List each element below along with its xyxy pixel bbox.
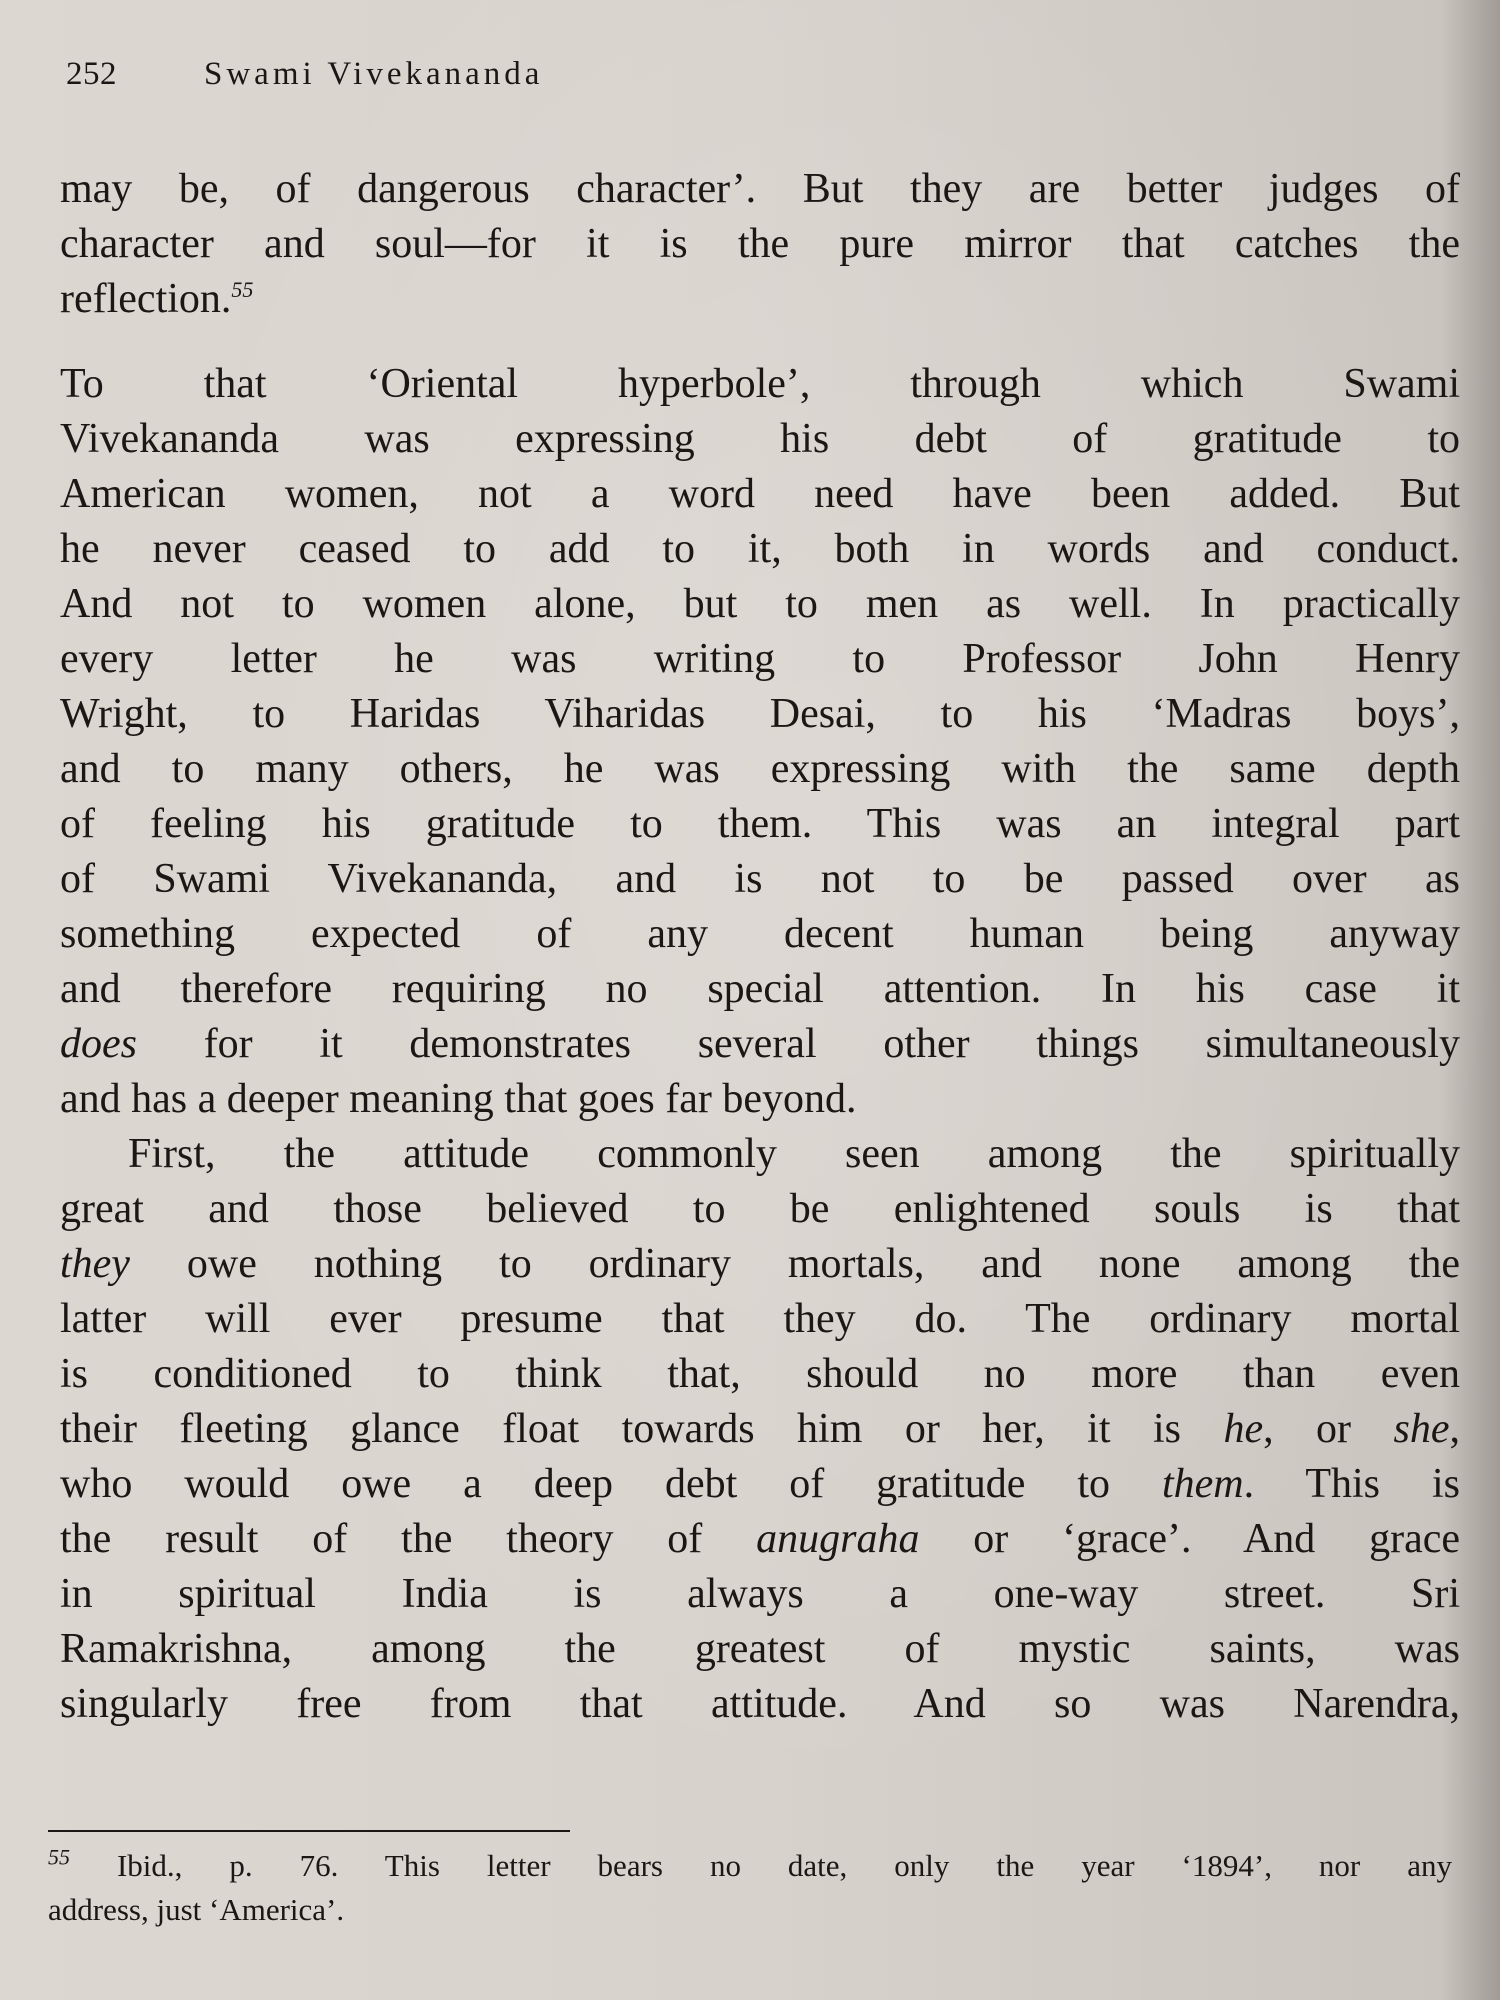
running-head xyxy=(66,56,543,93)
body-line: in spiritual India is always a one-way street. Sri xyxy=(60,1571,1460,1617)
footnote-line: $^{55}$ Ibid., p. 76. This letter bears no date, only the year ‘1894’, nor any xyxy=(48,1844,1452,1883)
body-line: First, the attitude commonly seen among the spiritually xyxy=(128,1131,1460,1177)
body-text xyxy=(60,162,1460,1732)
body-line: American women, not a word need have been added. But xyxy=(60,471,1460,517)
body-line: To that ‘Oriental hyperbole’, through which Swami xyxy=(60,361,1460,407)
body-line: great and those believed to be enlightened souls is that xyxy=(60,1186,1460,1232)
body-line: does for it demonstrates several other things simultaneously xyxy=(60,1021,1460,1067)
footnote-reference: 55 xyxy=(231,277,254,302)
footnote-divider xyxy=(48,1830,570,1832)
body-line: may be, of dangerous character’. But they are better judges of xyxy=(60,166,1460,212)
body-line: reflection.$^{55}$ xyxy=(60,276,254,322)
paragraph-break xyxy=(60,327,1460,357)
body-line: singularly free from that attitude. And so was Narendra, xyxy=(60,1681,1460,1727)
body-line: the result of the theory of anugraha or ‘grace’. And grace xyxy=(60,1516,1461,1562)
body-line: and therefore requiring no special attention. In his case it xyxy=(60,966,1460,1012)
body-line: is conditioned to think that, should no more than even xyxy=(60,1351,1460,1397)
body-line: And not to women alone, but to men as well. In practically xyxy=(60,581,1460,627)
body-line: something expected of any decent human being anyway xyxy=(60,911,1460,957)
page-number: 252 xyxy=(66,56,117,92)
footnote xyxy=(48,1844,1452,1932)
body-line: their fleeting glance float towards him or her, it is he, or she, xyxy=(60,1406,1460,1452)
body-line: character and soul—for it is the pure mirror that catches the xyxy=(60,221,1460,267)
body-line: Ramakrishna, among the greatest of mystic saints, was xyxy=(60,1626,1460,1672)
body-line: every letter he was writing to Professor John Henry xyxy=(60,636,1460,682)
book-title: Swami Vivekananda xyxy=(204,56,544,92)
body-line: and has a deeper meaning that goes far beyond. xyxy=(60,1076,857,1122)
body-line: who would owe a deep debt of gratitude to them. This is xyxy=(60,1461,1460,1507)
body-line: of feeling his gratitude to them. This was an integral part xyxy=(60,801,1460,847)
body-line: of Swami Vivekananda, and is not to be passed over as xyxy=(60,856,1460,902)
body-line: he never ceased to add to it, both in words and conduct. xyxy=(60,526,1460,572)
footnote-marker: 55 xyxy=(48,1844,70,1870)
body-line: latter will ever presume that they do. The ordinary mortal xyxy=(60,1296,1460,1342)
body-line: they owe nothing to ordinary mortals, and none among the xyxy=(60,1241,1460,1287)
body-line: Wright, to Haridas Viharidas Desai, to his ‘Madras boys’, xyxy=(60,691,1460,737)
body-line: Vivekananda was expressing his debt of gratitude to xyxy=(60,416,1460,462)
body-line: and to many others, he was expressing with the same depth xyxy=(60,746,1460,792)
footnote-line: address, just ‘America’. xyxy=(48,1892,345,1927)
